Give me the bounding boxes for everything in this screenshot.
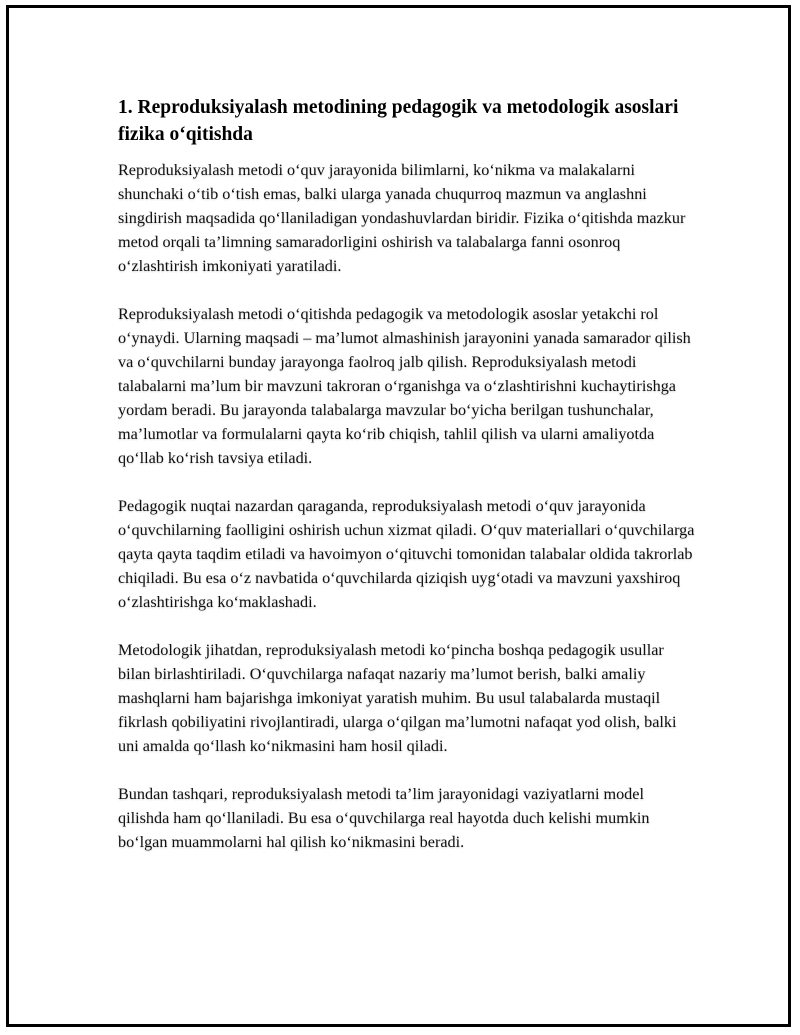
paragraph-1: Reproduksiyalash metodi o‘quv jarayonida bilimlarni, ko‘nikma va malakalarni shunchaki o‘tib o‘tish emas, balki ularga yanada chuqurroq mazmun va anglashni singdirish maqsadida qo‘llaniladigan yondashuvlardan biridir. Fizika o‘qitishda mazkur metod orqali ta’limning samaradorligini oshirish va talabalarga fanni osonroq o‘zlashtirish imkoniyati yaratiladi. (118, 161, 686, 275)
paragraph-2: Reproduksiyalash metodi o‘qitishda pedagogik va metodologik asoslar yetakchi rol o‘ynaydi. Ularning maqsadi – ma’lumot almashinish jarayonini yanada samarador qilish va o‘quvchilarni bunday jarayonga faolroq jalb qilish. Reproduksiyalash metodi talabalarni ma’lum bir mavzuni takroran o‘rganishga va o‘zlashtirishni kuchaytirishga yordam beradi. Bu jarayonda talabalarga mavzular bo‘yicha berilgan tushunchalar, ma’lumotlar va formulalarni qayta ko‘rib chiqish, tahlil qilish va ularni amaliyotda qo‘llab ko‘rish tavsiya etiladi. (118, 305, 691, 467)
paragraph-5: Bundan tashqari, reproduksiyalash metodi ta’lim jarayonidagi vaziyatlarni model qilishda ham qo‘llaniladi. Bu esa o‘quvchilarga real hayotda duch kelishi mumkin bo‘lgan muammolarni hal qilish ko‘nikmasini beradi. (118, 785, 650, 851)
section-heading: 1. Reproduksiyalash metodining pedagogik va metodologik asoslari fizika o‘qitishda (118, 97, 679, 145)
paragraph-3: Pedagogik nuqtai nazardan qaraganda, reproduksiyalash metodi o‘quv jarayonida o‘quvchilarning faolligini oshirish uchun xizmat qiladi. O‘quv materiallari o‘quvchilarga qayta qayta taqdim etiladi va havoimyon o‘qituvchi tomonidan talabalar oldida takrorlab chiqiladi. Bu esa o‘z navbatida o‘quvchilarda qiziqish uyg‘otadi va mavzuni yaxshiroq o‘zlashtirishga ko‘maklashadi. (118, 497, 695, 611)
document-body (118, 94, 698, 878)
paragraph-4: Metodologik jihatdan, reproduksiyalash metodi ko‘pincha boshqa pedagogik usullar bilan birlashtiriladi. O‘quvchilarga nafaqat nazariy ma’lumot berish, balki amaliy mashqlarni ham bajarishga imkoniyat yaratish muhim. Bu usul talabalarda mustaqil fikrlash qobiliyatini rivojlantiradi, ularga o‘qilgan ma’lumotni nafaqat yod olish, balki uni amalda qo‘llash ko‘nikmasini ham hosil qiladi. (118, 641, 677, 755)
